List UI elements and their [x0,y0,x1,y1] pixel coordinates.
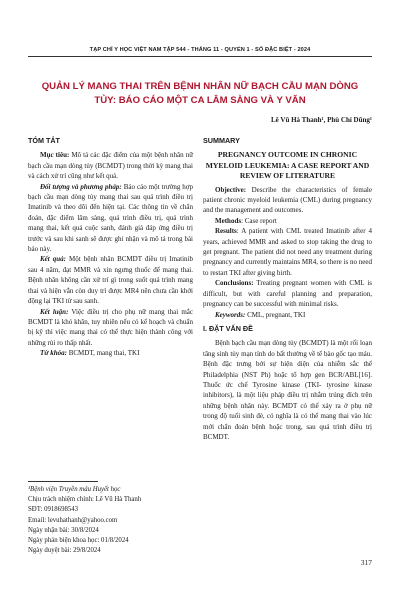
date-accepted: Ngày duyệt bài: 29/8/2024 [28,547,101,555]
summary-heading: SUMMARY [203,136,240,145]
summary-conclusions: Conclusions: Treating pregnant women with CML is difficult, but with careful planning and preparation, pregnancy can be successful with minimal risks. [203,279,372,309]
affiliation: ¹Bệnh viện Truyền máu Huyết học [28,486,121,493]
summary-results: Results: A patient with CML treated Imatinib after 4 years, achieved MMR and asked to stop taking the drug to get pregnant. The patient did not need any treatment during pregnancy and currently maintains MR4, so there is no need to restart TKI after giving birth. [203,227,372,277]
date-received: Ngày nhận bài: 30/8/2024 [28,526,99,534]
footnotes [28,485,193,556]
abstract-keywords: Từ khóa: BCMDT, mang thai, TKI [40,349,140,358]
english-title: PREGNANCY OUTCOME IN CHRONIC MYELOID LEUKEMIA: A CASE REPORT AND REVIEW OF LITERATURE [205,150,370,181]
section-1-text: Bệnh bạch cầu mạn dòng tủy (BCMDT) là một rối loạn tăng sinh tủy mạn tính do bất thường về tế bào gốc tạo máu. Bệnh đặc trưng bởi sự hiện diện của nhiễm sắc thể Philadelphia (NST Ph) hoặc tổ hợp gen BCR/ABL[16]. Thuốc ức chế Tyrosine kinase (TKI- tyrosine kinase inhibitors), là một liệu pháp điều trị nhắm trúng đích trên những bệnh nhân này. BCMDT có thể xảy ra ở phụ nữ trong độ tuổi sinh đẻ, có nghĩa là có thể mang thai vào lúc mới chẩn đoán bệnh hoặc trong, sau quá trình điều trị BCMDT. [203,339,372,441]
email: Email: levuhathanh@yahoo.com [28,516,118,524]
abstract-heading: TÓM TẮT [28,136,60,145]
abstract-results: Kết quả: Một bệnh nhân BCMDT điều trị Imatinib sau 4 năm, đạt MMR và xin ngưng thuốc để mang thai. Bệnh nhân không cần xử trí gì trong suốt quá trình mang thai và hiện vẫn còn duy trì được MR4 nên chưa cần khởi động lại TKI từ sau sanh. [28,255,193,306]
corresponding-author: Chịu trách nhiệm chính: Lê Vũ Hà Thanh [28,496,142,504]
header-divider [28,56,372,57]
phone: SĐT: 0918698543 [28,506,79,514]
abstract-methods: Đối tượng và phương pháp: Báo cáo một trường hợp bạch cầu mạn dòng tủy mang thai sau quá trình điều trị Imatinib và theo dõi đến hiện tại. Các thông tin về chẩn đoán, đặc điểm lâm sàng, quá trình điều trị, quá trình mang thai, kết quả cuộc sanh, đánh giá đáp ứng điều trị trước và sau khi sanh sẽ được ghi nhận và mô tả trong bài báo này. [28,182,193,254]
authors: Lê Vũ Hà Thanh¹, Phù Chí Dũng¹ [270,116,372,124]
summary-objective: Objective: Describe the characteristics of female patient chronic myeloid leukemia (CML) during pregnancy and the management and outcomes. [203,185,372,215]
date-reviewed: Ngày phản biện khoa học: 01/8/2024 [28,537,129,545]
summary-keywords: Keywords: CML, pregnant, TKI [215,310,306,319]
right-column [203,136,372,442]
section-1-heading: I. ĐẶT VẤN ĐỀ [203,323,253,333]
abstract-conclusion: Kết luận: Việc điều trị cho phụ nữ mang thai mắc BCMDT là khó khăn, tuy nhiên nếu có kế hoạch và chuẩn bị kỹ thì việc mang thai có thể thực hiện thành công với những rủi ro thấp nhất. [28,307,193,347]
abstract-objective: Mục tiêu: Mô tả các đặc điểm của một bệnh nhân nữ bạch cầu mạn dòng tủy (BCMDT) trong thời kỳ mang thai và cách xử trí cũng như kết quả. [28,151,193,181]
left-column [28,136,193,359]
journal-header: TẠP CHÍ Y HỌC VIỆT NAM TẬP 544 - THÁNG 11 - QUYỂN 1 - SỐ ĐẶC BIỆT - 2024 [89,47,311,53]
summary-methods: Methods: Case report [215,216,277,225]
article-title: QUẢN LÝ MANG THAI TRÊN BỆNH NHÂN NỮ BẠCH CẦU MẠN DÒNG TỦY: BÁO CÁO MỘT CA LÂM SÀNG VÀ Y VĂN [41,81,359,106]
page-number: 317 [360,558,372,567]
footnote-divider [28,481,98,482]
